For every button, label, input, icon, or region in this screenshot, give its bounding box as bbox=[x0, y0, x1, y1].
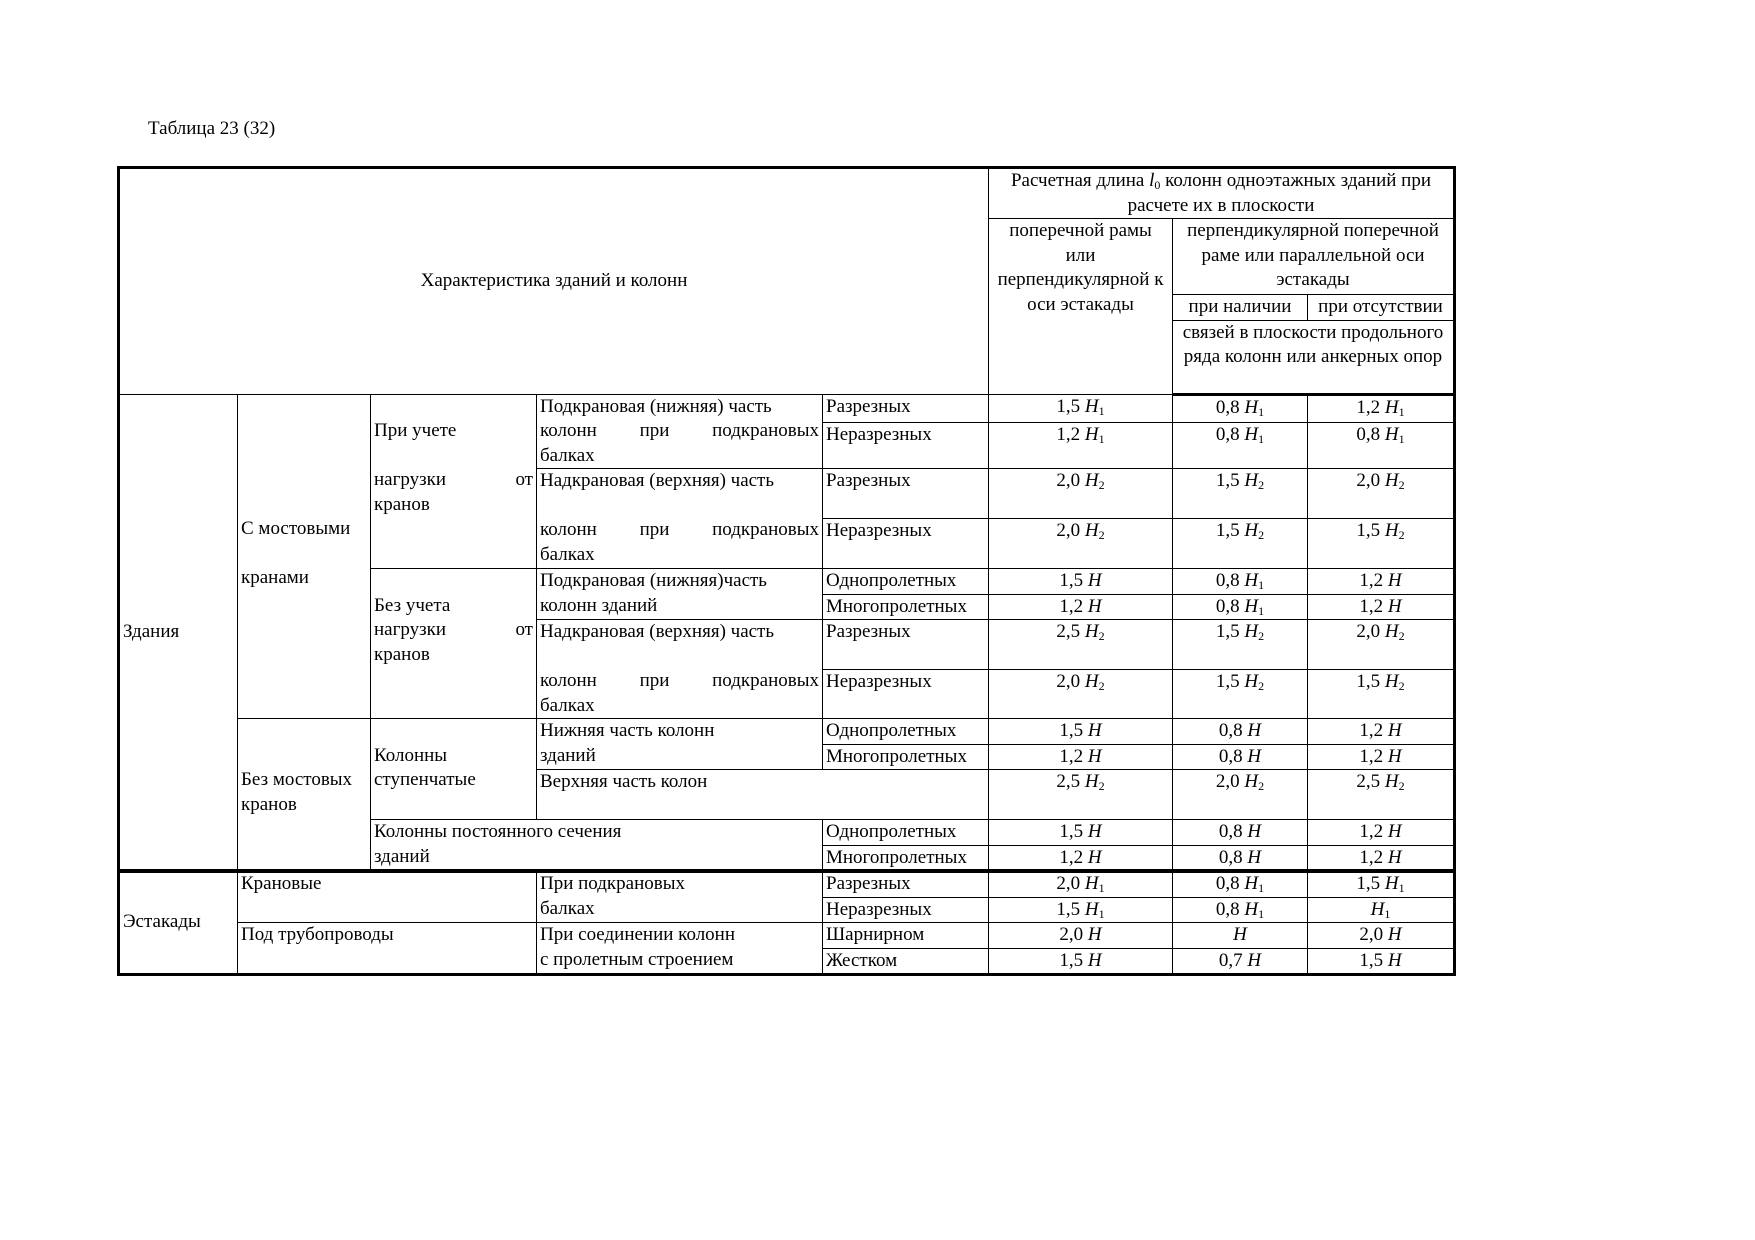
value-transverse: 1,2 H bbox=[989, 845, 1173, 872]
beam-type: Разрезных bbox=[823, 871, 989, 898]
span-type: Многопролетных bbox=[823, 594, 989, 620]
joint-type: Жестком bbox=[823, 948, 989, 975]
value-with-ties: 0,8 H bbox=[1173, 845, 1308, 872]
table-row bbox=[119, 923, 1455, 949]
header-design-length: Расчетная длина $l_0$ колонн одноэтажных зданий при расчете их в плоскости bbox=[989, 168, 1455, 219]
group-without-cranes: Без мостовых кранов bbox=[238, 719, 371, 872]
crane-overpass-label: Крановые bbox=[238, 871, 537, 923]
value-transverse: 1,5 $H_1$ bbox=[989, 394, 1173, 422]
value-without-ties: 0,8 $H_1$ bbox=[1308, 422, 1455, 469]
group-with-crane-load: При учете нагрузки от кранов bbox=[371, 394, 537, 569]
value-transverse: 2,5 $H_2$ bbox=[989, 620, 1173, 670]
value-without-ties: 1,5 $H_2$ bbox=[1308, 669, 1455, 719]
value-without-ties: 1,5 $H_1$ bbox=[1308, 871, 1455, 898]
value-with-ties: 0,8 $H_1$ bbox=[1173, 394, 1308, 422]
value-without-ties: 2,5 $H_2$ bbox=[1308, 770, 1455, 820]
group-overpasses: Эстакады bbox=[119, 871, 238, 975]
value-without-ties: 2,0 H bbox=[1308, 923, 1455, 949]
value-without-ties: 2,0 $H_2$ bbox=[1308, 620, 1455, 670]
overpass-table bbox=[117, 869, 1456, 976]
table-row bbox=[119, 871, 1455, 898]
joint-label: При соединении колонн с пролетным строением bbox=[537, 923, 823, 975]
value-transverse: 1,5 H bbox=[989, 719, 1173, 745]
value-transverse: 2,0 $H_2$ bbox=[989, 669, 1173, 719]
header-transverse: поперечной рамы или перпендикулярной к оси эстакады bbox=[989, 219, 1173, 395]
value-transverse: 2,0 $H_2$ bbox=[989, 519, 1173, 569]
const-section-label: Колонны постоянного сечения зданий bbox=[371, 820, 823, 872]
beam-type: Разрезных bbox=[823, 469, 989, 519]
value-with-ties: H bbox=[1173, 923, 1308, 949]
span-type: Многопролетных bbox=[823, 845, 989, 872]
group-without-crane-load: Без учета нагрузки от кранов bbox=[371, 569, 537, 719]
value-transverse: 1,5 H bbox=[989, 569, 1173, 595]
value-with-ties: 2,0 $H_2$ bbox=[1173, 770, 1308, 820]
span-type: Однопролетных bbox=[823, 569, 989, 595]
beam-type: Разрезных bbox=[823, 394, 989, 422]
beam-type: Неразрезных bbox=[823, 897, 989, 923]
value-transverse: 1,2 H bbox=[989, 744, 1173, 770]
at-beams-label: При подкрановых балках bbox=[537, 871, 823, 923]
lower-part-label: Подкрановая (нижняя) часть колонн при подкрановых балках bbox=[537, 394, 823, 469]
table-row bbox=[119, 719, 1455, 745]
lower-part-nl-label: Подкрановая (нижняя)часть колонн зданий bbox=[537, 569, 823, 620]
group-stepped-columns: Колонны ступенчатые bbox=[371, 719, 537, 820]
span-type: Однопролетных bbox=[823, 719, 989, 745]
value-without-ties: 1,5 H bbox=[1308, 948, 1455, 975]
pipes-overpass-label: Под трубопроводы bbox=[238, 923, 537, 975]
value-transverse: 2,0 $H_2$ bbox=[989, 469, 1173, 519]
value-without-ties: 1,2 H bbox=[1308, 594, 1455, 620]
value-with-ties: 0,8 $H_1$ bbox=[1173, 594, 1308, 620]
beam-type: Неразрезных bbox=[823, 669, 989, 719]
header-without-ties: при отсутствии bbox=[1308, 295, 1455, 321]
group-with-cranes: С мостовыми кранами bbox=[238, 394, 371, 719]
lower-col-label: Нижняя часть колонн зданий bbox=[537, 719, 823, 770]
table-caption: Таблица 23 (32) bbox=[148, 118, 276, 139]
upper-col-label: Верхняя часть колон bbox=[537, 770, 989, 820]
value-without-ties: 1,2 H bbox=[1308, 845, 1455, 872]
value-with-ties: 1,5 $H_2$ bbox=[1173, 620, 1308, 670]
header-with-ties: при наличии bbox=[1173, 295, 1308, 321]
table-row bbox=[119, 394, 1455, 422]
value-with-ties: 0,7 H bbox=[1173, 948, 1308, 975]
beam-type: Неразрезных bbox=[823, 519, 989, 569]
value-with-ties: 0,8 H bbox=[1173, 744, 1308, 770]
value-without-ties: 1,2 H bbox=[1308, 820, 1455, 846]
value-without-ties: 1,2 H bbox=[1308, 719, 1455, 745]
value-transverse: 1,5 H bbox=[989, 948, 1173, 975]
beam-type: Неразрезных bbox=[823, 422, 989, 469]
span-type: Многопролетных bbox=[823, 744, 989, 770]
value-with-ties: 1,5 $H_2$ bbox=[1173, 669, 1308, 719]
value-with-ties: 0,8 $H_1$ bbox=[1173, 897, 1308, 923]
group-buildings: Здания bbox=[119, 394, 238, 872]
value-with-ties: 0,8 $H_1$ bbox=[1173, 871, 1308, 898]
value-with-ties: 0,8 $H_1$ bbox=[1173, 422, 1308, 469]
value-with-ties: 0,8 H bbox=[1173, 820, 1308, 846]
joint-type: Шарнирном bbox=[823, 923, 989, 949]
value-transverse: 2,0 $H_1$ bbox=[989, 871, 1173, 898]
value-without-ties: 1,2 H bbox=[1308, 744, 1455, 770]
design-length-table bbox=[117, 166, 1456, 873]
beam-type: Разрезных bbox=[823, 620, 989, 670]
value-with-ties: 1,5 $H_2$ bbox=[1173, 469, 1308, 519]
value-without-ties: 1,2 H bbox=[1308, 569, 1455, 595]
value-without-ties: $H_1$ bbox=[1308, 897, 1455, 923]
value-with-ties: 0,8 H bbox=[1173, 719, 1308, 745]
value-transverse: 1,5 $H_1$ bbox=[989, 897, 1173, 923]
span-type: Однопролетных bbox=[823, 820, 989, 846]
upper-part-nl-label: Надкрановая (верхняя) часть колонн при подкрановых балках bbox=[537, 620, 823, 719]
upper-part-label: Надкрановая (верхняя) часть колонн при подкрановых балках bbox=[537, 469, 823, 569]
value-transverse: 1,5 H bbox=[989, 820, 1173, 846]
value-without-ties: 1,2 $H_1$ bbox=[1308, 394, 1455, 422]
value-transverse: 2,5 $H_2$ bbox=[989, 770, 1173, 820]
value-transverse: 1,2 $H_1$ bbox=[989, 422, 1173, 469]
value-with-ties: 1,5 $H_2$ bbox=[1173, 519, 1308, 569]
value-without-ties: 2,0 $H_2$ bbox=[1308, 469, 1455, 519]
value-transverse: 1,2 H bbox=[989, 594, 1173, 620]
header-ties-text: связей в плоскости продольного ряда колонн или анкерных опор bbox=[1173, 320, 1455, 394]
value-transverse: 2,0 H bbox=[989, 923, 1173, 949]
value-without-ties: 1,5 $H_2$ bbox=[1308, 519, 1455, 569]
header-characteristic: Характеристика зданий и колонн bbox=[119, 168, 989, 395]
header-perpendicular: перпендикулярной поперечной раме или параллельной оси эстакады bbox=[1173, 219, 1455, 295]
value-with-ties: 0,8 $H_1$ bbox=[1173, 569, 1308, 595]
